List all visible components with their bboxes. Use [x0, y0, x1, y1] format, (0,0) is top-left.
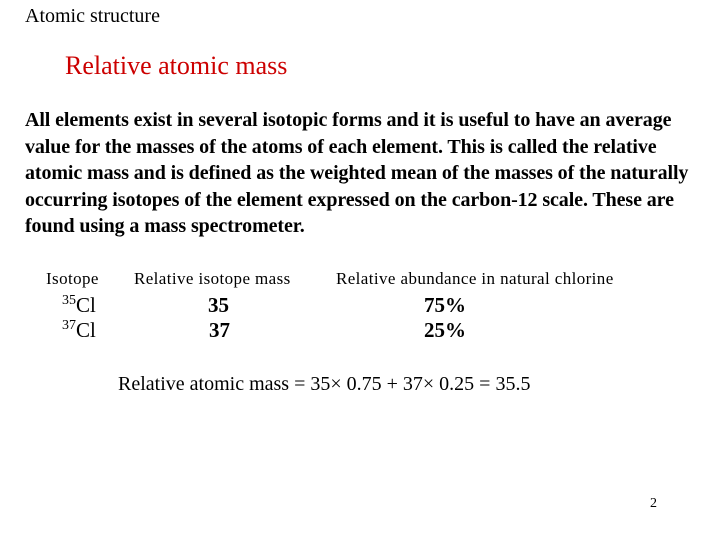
page-number: 2 [650, 496, 657, 511]
mass-number: 37 [62, 318, 76, 333]
isotope-mass-cell: 37 [209, 318, 230, 342]
isotope-cell [62, 318, 96, 342]
mass-number: 35 [62, 293, 76, 308]
isotope-cell [62, 293, 96, 317]
column-header-relative-abundance: Relative abundance in natural chlorine [336, 269, 614, 288]
abundance-cell: 25% [424, 318, 466, 342]
slide-title: Relative atomic mass [65, 51, 288, 80]
element-symbol: Cl [76, 293, 96, 317]
isotope-mass-cell: 35 [208, 293, 229, 317]
abundance-cell: 75% [424, 293, 466, 317]
element-symbol: Cl [76, 318, 96, 342]
column-header-isotope: Isotope [46, 269, 99, 288]
definition-paragraph: All elements exist in several isotopic forms and it is useful to have an average value for the masses of the atoms of each element. This is called the relative atomic mass and is defined as the weighted mean of the masses of the naturally occurring isotopes of the element expressed on the carbon-12 scale. These are found using a mass spectrometer. [25, 109, 689, 237]
slide-header: Atomic structure [25, 5, 160, 27]
column-header-relative-isotope-mass: Relative isotope mass [134, 269, 291, 288]
relative-atomic-mass-calculation: Relative atomic mass = 35× 0.75 + 37× 0.25 = 35.5 [118, 373, 531, 395]
